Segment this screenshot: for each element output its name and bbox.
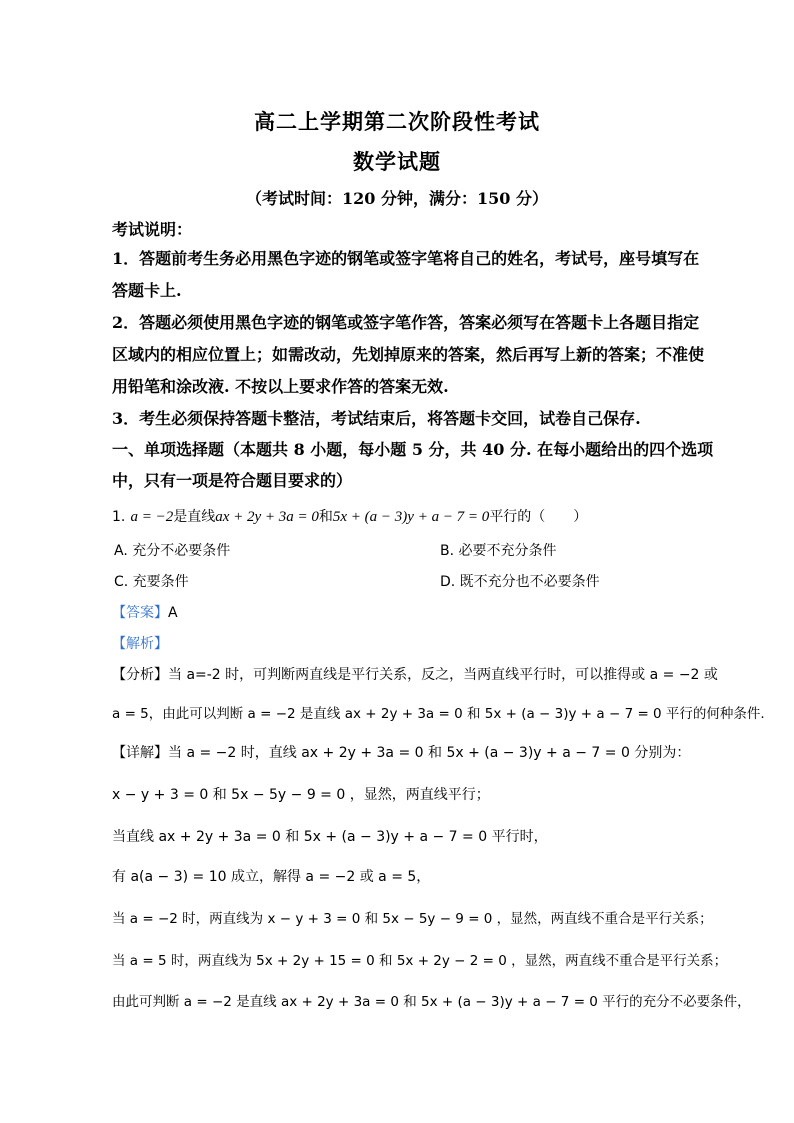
exam-meta: （考试时间：120 分钟，满分：150 分） — [246, 189, 548, 208]
stem-math-line-1: ax + 2y + 3a = 0 — [215, 509, 319, 525]
answer-line — [112, 602, 178, 622]
detail-line-1 — [112, 742, 690, 762]
instruction-1-line-1: 1．答题前考生务必用黑色字迹的钢笔或签字笔将自己的姓名，考试号，座号填写在 — [112, 249, 700, 268]
detail-line-5: 当 a = −2 时，两直线为 x − y + 3 = 0 和 5x − 5y − 9 = 0 ，显然，两直线不重合是平行关系； — [112, 911, 713, 927]
option-c: C. 充要条件 — [114, 574, 189, 590]
stem-math-a: a = −2 — [130, 509, 174, 525]
detail-text-1: 当 a = −2 时，直线 ax + 2y + 3a = 0 和 5x + (a − 3)y + a − 7 = 0 分别为： — [168, 745, 691, 761]
detail-line-3: 当直线 ax + 2y + 3a = 0 和 5x + (a − 3)y + a − 7 = 0 平行时， — [112, 829, 548, 845]
instruction-1-line-2: 答题卡上. — [112, 281, 182, 300]
subject-title: 数学试题 — [353, 149, 441, 174]
detail-line-6: 当 a = 5 时，两直线为 5x + 2y + 15 = 0 和 5x + 2y − 2 = 0 ，显然，两直线不重合是平行关系； — [112, 953, 728, 969]
question-1-stem — [112, 506, 587, 526]
option-d: D. 既不充分也不必要条件 — [440, 574, 600, 590]
instruction-2-line-3: 用铅笔和涂改液. 不按以上要求作答的答案无效. — [112, 377, 449, 396]
detail-tag: 【详解】 — [112, 745, 168, 761]
option-a: A. 充分不必要条件 — [114, 543, 231, 559]
instruction-2-line-2: 区域内的相应位置上；如需改动，先划掉原来的答案，然后再写上新的答案；不准使 — [112, 345, 705, 364]
analysis-tag: 【分析】 — [112, 667, 168, 683]
analysis-text-1: 当 a=-2 时，可判断两直线是平行关系，反之，当两直线平行时，可以推得或 a = −2 或 — [168, 667, 718, 683]
instruction-2-line-1: 2．答题必须使用黑色字迹的钢笔或签字笔作答，答案必须写在答题卡上各题目指定 — [112, 313, 700, 332]
analysis-line-2: a = 5，由此可以判断 a = −2 是直线 ax + 2y + 3a = 0 和 5x + (a − 3)y + a − 7 = 0 平行的何种条件. — [112, 706, 765, 722]
question-number: 1. — [112, 509, 126, 525]
stem-text-2: 和 — [318, 509, 333, 525]
stem-text-1: 是直线 — [173, 509, 216, 525]
stem-text-3: 平行的（ ） — [489, 509, 588, 525]
detail-line-4: 有 a(a − 3) = 10 成立，解得 a = −2 或 a = 5， — [112, 869, 431, 885]
option-b: B. 必要不充分条件 — [440, 543, 557, 559]
section-heading-line-2: 中，只有一项是符合题目要求的） — [112, 471, 353, 490]
instruction-3: 3．考生必须保持答题卡整洁，考试结束后，将答题卡交回，试卷自己保存. — [112, 409, 641, 428]
section-heading-line-1: 一、单项选择题（本题共 8 小题，每小题 5 分，共 40 分. 在每小题给出的四个选项 — [112, 440, 714, 459]
exam-title: 高二上学期第二次阶段性考试 — [254, 109, 540, 134]
instructions-heading: 考试说明： — [112, 220, 193, 239]
detail-line-2: x − y + 3 = 0 和 5x − 5y − 9 = 0 ，显然，两直线平行； — [112, 787, 490, 803]
stem-math-line-2: 5x + (a − 3)y + a − 7 = 0 — [332, 509, 490, 525]
detail-line-7: 由此可判断 a = −2 是直线 ax + 2y + 3a = 0 和 5x + (a − 3)y + a − 7 = 0 平行的充分不必要条件， — [112, 994, 751, 1010]
analysis-heading-tag: 【解析】 — [112, 636, 168, 652]
answer-tag: 【答案】 — [112, 605, 168, 621]
analysis-line-1 — [112, 664, 718, 684]
answer-value: A — [168, 605, 178, 621]
